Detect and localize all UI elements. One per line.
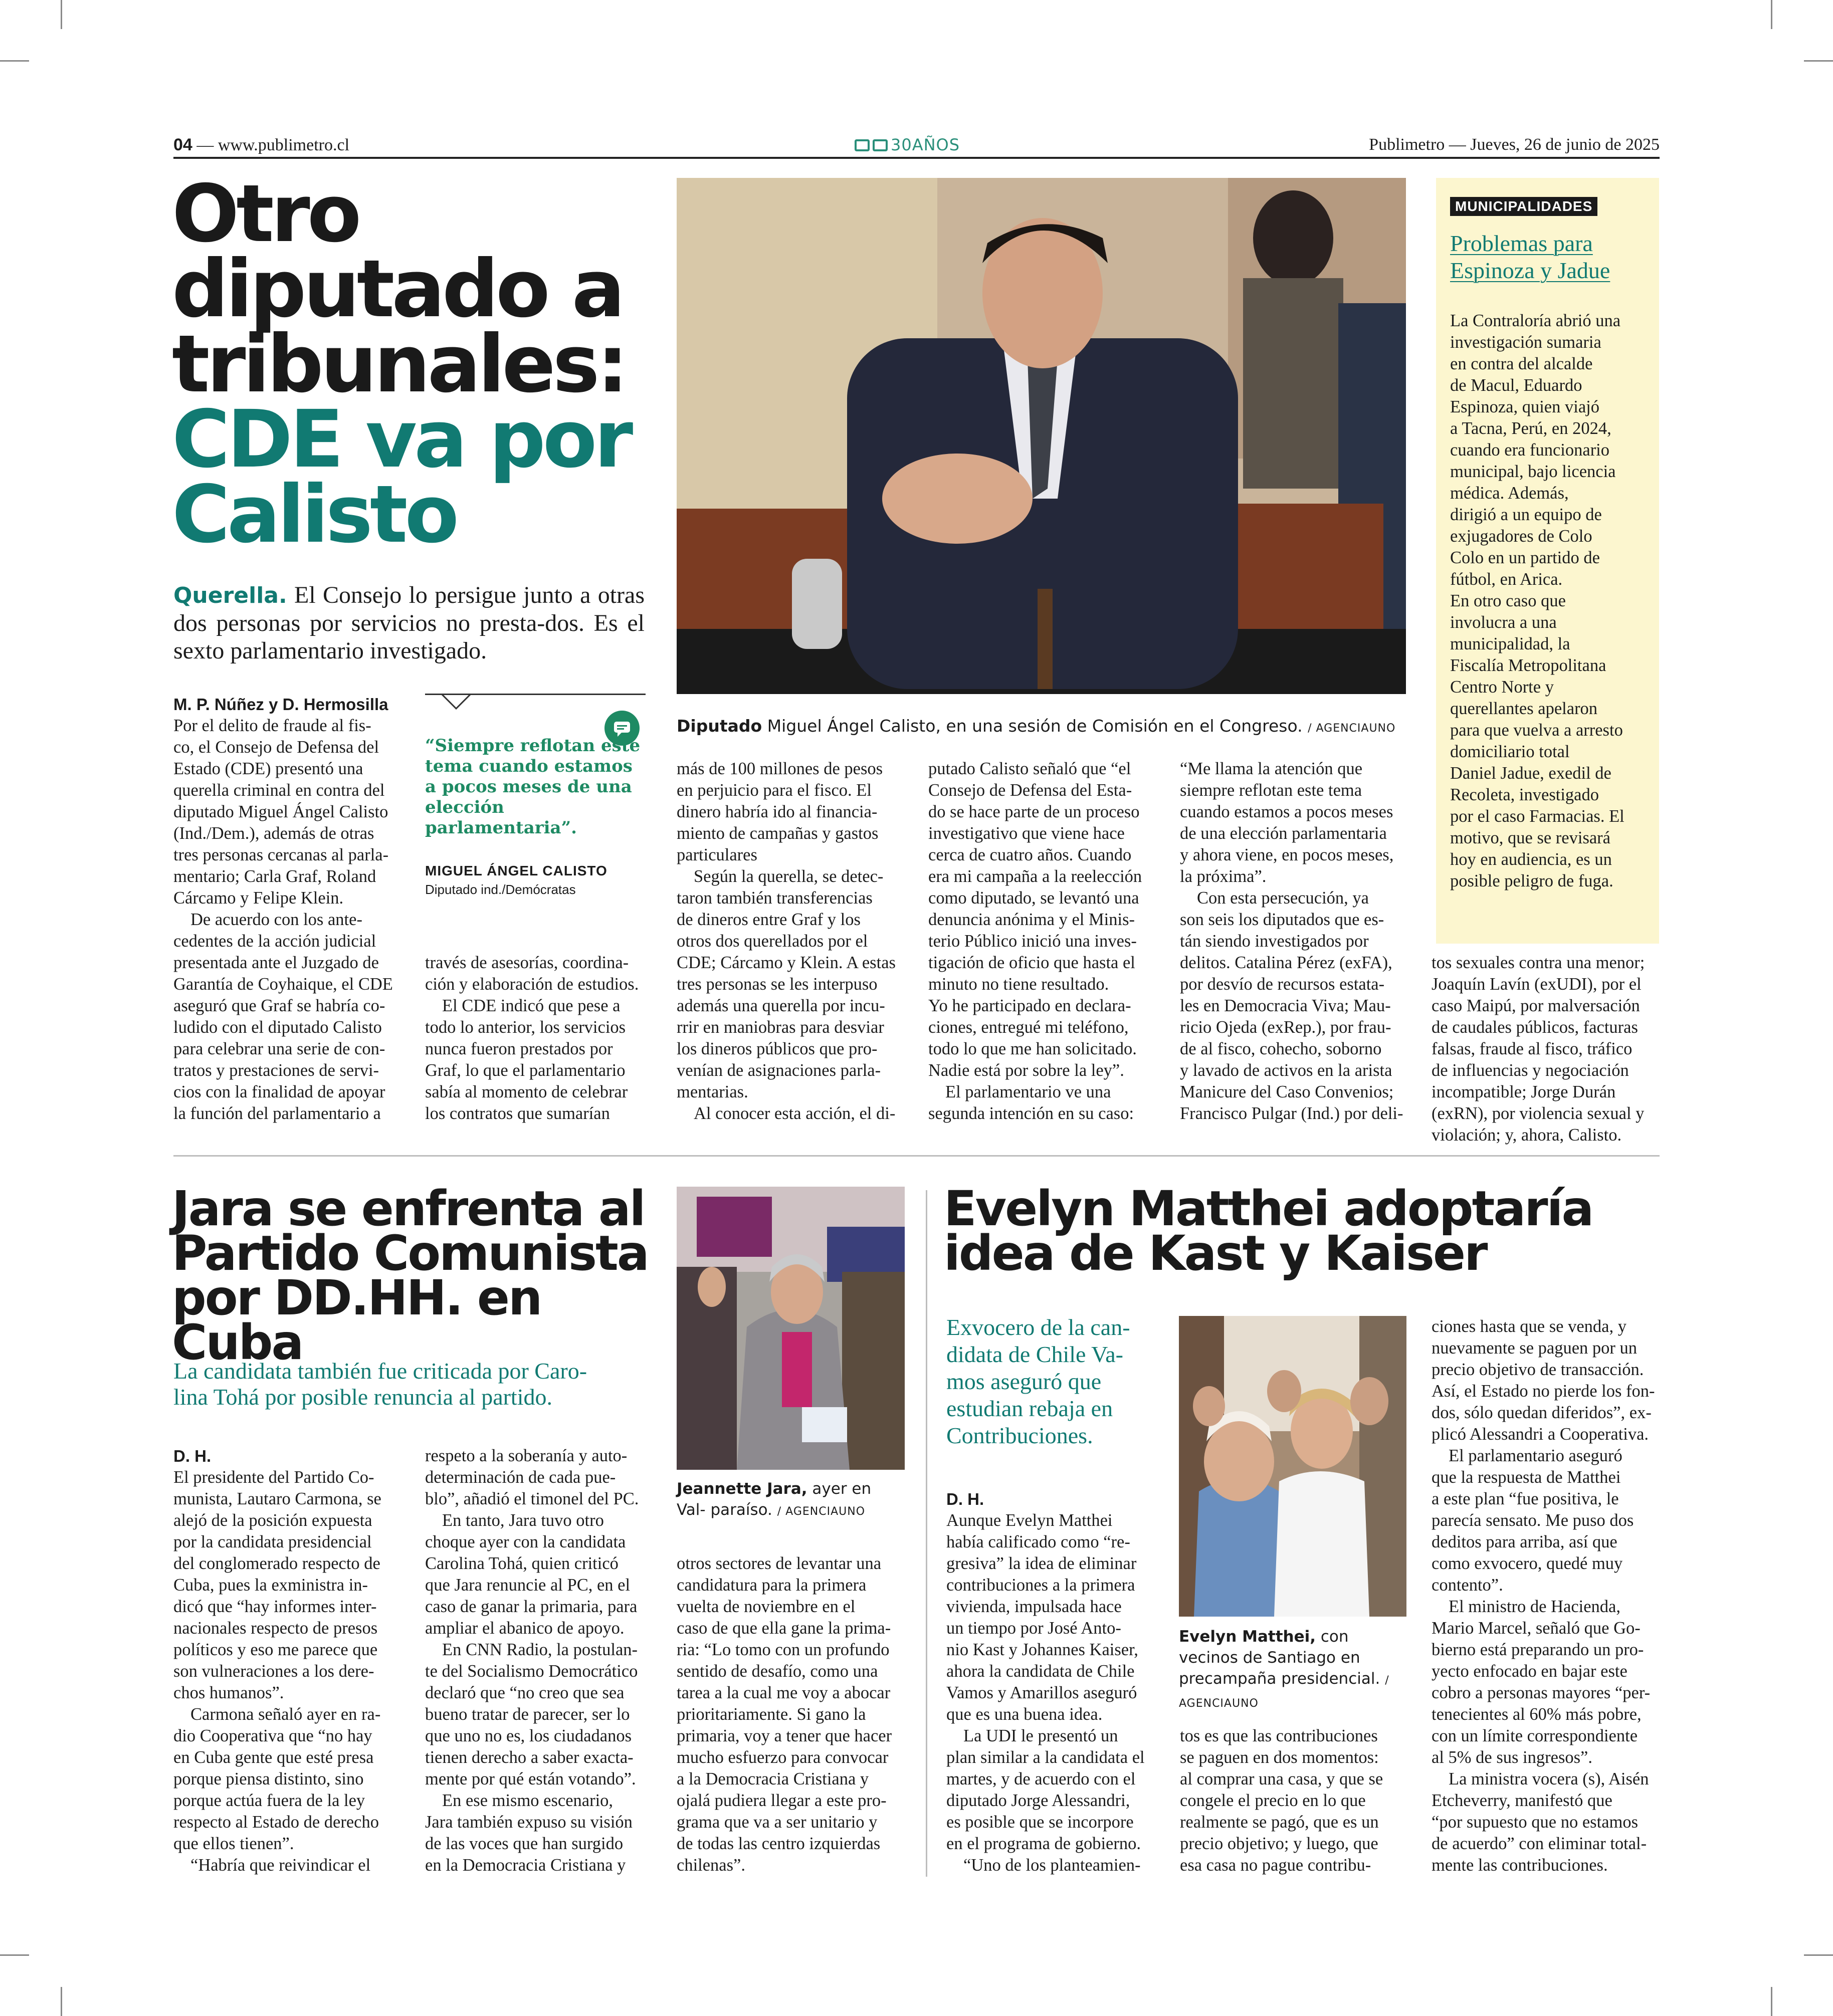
brand-icon: [855, 139, 870, 151]
story2-column: [425, 1445, 653, 1876]
crop-mark: [1771, 1987, 1772, 2016]
text-line: es posible que se incorpore: [946, 1813, 1134, 1832]
text-line: chos humanos”.: [173, 1683, 284, 1702]
text-line: violación; y, ahora, Calisto.: [1432, 1126, 1622, 1145]
text-line: exjugadores de Colo: [1450, 527, 1592, 546]
text-line: yecto enfocado en bajar este: [1432, 1662, 1627, 1681]
text-line: Carolina Tohá, quien criticó: [425, 1554, 619, 1573]
text-line: diputado Miguel Ángel Calisto: [173, 802, 388, 821]
text-line: parecía sensato. Me puso dos: [1432, 1511, 1634, 1530]
text-line: ojalá pudiera llegar a este pro-: [677, 1791, 887, 1810]
text-line: Espinoza, quien viajó: [1450, 397, 1599, 416]
text-line: plan similar a la candidata el: [946, 1748, 1145, 1767]
text-line: (exRN), por violencia sexual y: [1432, 1104, 1645, 1123]
text-line: mentarias.: [677, 1082, 748, 1101]
text-line: respecto al Estado de derecho: [173, 1813, 379, 1832]
column-divider: [926, 1190, 927, 1877]
text-line: Fiscalía Metropolitana: [1450, 656, 1606, 675]
text-line: Al conocer esta acción, el di-: [694, 1104, 896, 1123]
text-line: Con esta persecución, ya: [1197, 888, 1369, 908]
quote-attribution-role: Diputado ind./Demócratas: [425, 882, 576, 897]
text-line: al 5% de sus ingresos”.: [1432, 1748, 1592, 1767]
text-line: ricio Ojeda (exRep.), por frau-: [1180, 1018, 1391, 1037]
text-line: porque actúa fuera de la ley: [173, 1791, 365, 1810]
text-line: en Cuba gente que esté presa: [173, 1748, 374, 1767]
text-line: hoy en audiencia, es un: [1450, 850, 1612, 869]
text-line: En ese mismo escenario,: [442, 1791, 614, 1810]
text-line: y lavado de activos en la arista: [1180, 1061, 1392, 1080]
text-line: había calificado como “re-: [946, 1532, 1130, 1551]
photo-illustration: [677, 1187, 905, 1470]
text-line: involucra a una: [1450, 613, 1557, 632]
headline-line-accent: CDE va por: [172, 393, 631, 486]
text-line: Cárcamo y Felipe Klein.: [173, 888, 344, 908]
sidebar-title[interactable]: Problemas para Espinoza y Jadue: [1450, 231, 1610, 283]
story2-column: [173, 1467, 401, 1876]
text-line: precio objetivo de transacción.: [1432, 1360, 1644, 1379]
text-line: tán siendo investigados por: [1180, 932, 1369, 951]
text-line: vuelta de noviembre en el: [677, 1597, 856, 1616]
text-line: presentada ante el Juzgado de: [173, 953, 379, 972]
text-line: ludido con el diputado Calisto: [173, 1018, 382, 1037]
story1-column: [1432, 952, 1660, 1146]
text-line: El parlamentario aseguró: [1449, 1446, 1622, 1465]
headline-line: diputado a: [172, 243, 623, 335]
text-line: cobro a personas mayores “per-: [1432, 1683, 1651, 1702]
text-line: alejó de la posición expuesta: [173, 1511, 372, 1530]
text-line: en el programa de gobierno.: [946, 1834, 1141, 1853]
text-line: bierno está preparando un pro-: [1432, 1640, 1644, 1659]
text-line: co, el Consejo de Defensa del: [173, 738, 379, 757]
text-line: congele el precio en lo que: [1180, 1791, 1366, 1810]
brand-icon: [873, 139, 888, 151]
crop-mark: [61, 1987, 62, 2016]
text-line: porque piensa distinto, sino: [173, 1769, 364, 1788]
headline-line-accent: Calisto: [172, 469, 457, 561]
text-line: El presidente del Partido Co-: [173, 1468, 374, 1487]
text-line: además una querella por incu-: [677, 996, 885, 1015]
story2-byline: D. H.: [173, 1447, 212, 1465]
text-line: Estado (CDE) presentó una: [173, 759, 363, 778]
text-line: tos sexuales contra una menor;: [1432, 953, 1645, 972]
text-line: martes, y de acuerdo con el: [946, 1769, 1136, 1788]
page-header-left: 04 — www.publimetro.cl: [173, 135, 350, 154]
story1-photo-caption: Diputado Miguel Ángel Calisto, en una sesión de Comisión en el Congreso. / AGENCIAUNO: [677, 716, 1396, 736]
text-line: cuando era funcionario: [1450, 440, 1610, 460]
photo-illustration: [1179, 1316, 1406, 1617]
text-line: te del Socialismo Democrático: [425, 1662, 638, 1681]
text-line: de una elección parlamentaria: [1180, 824, 1387, 843]
text-line: los dineros públicos que pro-: [677, 1039, 878, 1058]
text-line: un tiempo por José Anto-: [946, 1619, 1121, 1638]
story2-photo-caption: Jeannette Jara, ayer en Val- paraíso. / AGENCIAUNO: [677, 1480, 872, 1519]
story1-lede: [173, 581, 645, 664]
text-line: Graf, lo que el parlamentario: [425, 1061, 626, 1080]
text-line: ción y elaboración de estudios.: [425, 975, 639, 994]
text-line: rrir en maniobras para desviar: [677, 1018, 884, 1037]
text-line: taron también transferencias: [677, 888, 873, 908]
text-line: se paguen en dos momentos:: [1180, 1748, 1379, 1767]
text-line: venían de asignaciones parla-: [677, 1061, 881, 1080]
text-line: “Uno de los planteamien-: [963, 1856, 1141, 1875]
text-line: mente por qué están votando”.: [425, 1769, 636, 1788]
text-line: prioritariamente. Si gano la: [677, 1705, 866, 1724]
text-line: municipalidad, la: [1450, 634, 1570, 653]
text-line: cedentes de la acción judicial: [173, 932, 376, 951]
text-line: a la Democracia Cristiana y: [677, 1769, 869, 1788]
text-line: que es una buena idea.: [946, 1705, 1103, 1724]
text-line: El ministro de Hacienda,: [1449, 1597, 1620, 1616]
text-line: en contra del alcalde: [1450, 354, 1593, 373]
text-line: gresiva” la idea de eliminar: [946, 1554, 1137, 1573]
text-line: son vulneraciones a los dere-: [173, 1662, 374, 1681]
text-line: investigación sumaria: [1450, 333, 1601, 352]
text-line: tres personas se les interpuso: [677, 975, 878, 994]
text-line: todo lo que me han solicitado.: [928, 1039, 1137, 1058]
text-line: mucho esfuerzo para convocar: [677, 1748, 889, 1767]
text-line: Etcheverry, manifestó que: [1432, 1791, 1612, 1810]
text-line: de al fisco, cohecho, soborno: [1180, 1039, 1382, 1058]
text-line: caso de que ella gane la prima-: [677, 1619, 891, 1638]
text-line: aseguró que Graf se habría co-: [173, 996, 385, 1015]
text-line: ria: “Lo tomo con un profundo: [677, 1640, 890, 1659]
text-line: Jara también expuso su visión: [425, 1813, 633, 1832]
text-line: tigación de oficio que hasta el: [928, 953, 1135, 972]
text-line: caso de ganar la primaria, para: [425, 1597, 638, 1616]
story3-headline: Evelyn Matthei adoptaría idea de Kast y Kaiser: [944, 1181, 1593, 1281]
text-line: miento de campañas y gastos: [677, 824, 879, 843]
text-line: terio Público inició una inves-: [928, 932, 1137, 951]
text-line: través de asesorías, coordina-: [425, 953, 629, 972]
text-line: nuevamente se paguen por un: [1432, 1338, 1638, 1358]
story2-column: [677, 1553, 905, 1876]
story2-lede: La candidata también fue criticada por Caro- lina Tohá por posible renuncia al partido.: [173, 1358, 587, 1410]
text-line: ciones, entregué mi teléfono,: [928, 1018, 1129, 1037]
calisto-photo: [677, 178, 1406, 694]
text-line: choque ayer con la candidata: [425, 1532, 626, 1551]
text-line: Recoleta, investigado: [1450, 785, 1599, 804]
text-line: otros sectores de levantar una: [677, 1554, 882, 1573]
text-line: más de 100 millones de pesos: [677, 759, 883, 778]
text-line: tres personas cercanas al parla-: [173, 845, 389, 864]
story3-photo-caption: Evelyn Matthei, con vecinos de Santiago en precampaña presidencial. / AGENCIAUNO: [1179, 1628, 1389, 1710]
story3-lede: Exvocero de la can- didata de Chile Va- mos aseguró que estudian rebaja en Contribuciones.: [946, 1314, 1130, 1448]
story1-column: [1180, 758, 1408, 1125]
text-line: cerca de cuatro años. Cuando: [928, 845, 1132, 864]
text-line: para que vuelva a arresto: [1450, 721, 1623, 740]
text-line: a este plan “fue positiva, le: [1432, 1489, 1619, 1508]
text-line: Daniel Jadue, exedil de: [1450, 764, 1611, 783]
text-line: declaró que “no creo que sea: [425, 1683, 625, 1702]
text-line: delitos. Catalina Pérez (exFA),: [1180, 953, 1392, 972]
text-line: de acuerdo” con eliminar total-: [1432, 1834, 1647, 1853]
text-line: “por supuesto que no estamos: [1432, 1813, 1639, 1832]
text-line: la próxima”.: [1180, 867, 1267, 886]
text-line: por el caso Farmacias. El: [1450, 807, 1624, 826]
text-line: La ministra vocera (s), Aisén: [1449, 1769, 1649, 1788]
anniversary-logo: 30AÑOS: [855, 133, 960, 157]
text-line: do se hace parte de un proceso: [928, 802, 1140, 821]
text-line: realmente se pagó, que es un: [1180, 1813, 1379, 1832]
text-line: tratos y prestaciones de servi-: [173, 1061, 379, 1080]
text-line: primaria, voy a tener que hacer: [677, 1726, 892, 1745]
crop-mark: [0, 1954, 29, 1956]
text-line: médica. Además,: [1450, 484, 1569, 503]
story2-headline: Jara se enfrenta al Partido Comunista por DD.HH. en Cuba: [172, 1181, 648, 1371]
text-line: munista, Lautaro Carmona, se: [173, 1489, 381, 1508]
pull-quote: “Siempre reflotan este tema cuando estamos a pocos meses de una elección parlamentaria”.: [425, 736, 641, 838]
text-line: dinero habría ido al financia-: [677, 802, 878, 821]
crop-mark: [1804, 1954, 1833, 1956]
text-line: de todas las centro izquierdas: [677, 1834, 881, 1853]
text-line: tienen derecho a saber exacta-: [425, 1748, 634, 1767]
site-url[interactable]: www.publimetro.cl: [218, 136, 350, 154]
text-line: El CDE indicó que pese a: [442, 996, 621, 1015]
text-line: dirigió a un equipo de: [1450, 505, 1602, 524]
story1-column: [677, 758, 905, 1125]
text-line: Cuba, pues la exministra in-: [173, 1576, 368, 1595]
text-line: nacionales respecto de presos: [173, 1619, 378, 1638]
text-line: mentario; Carla Graf, Roland: [173, 867, 376, 886]
text-line: dicó que “hay informes inter-: [173, 1597, 377, 1616]
story3-byline: D. H.: [946, 1490, 984, 1508]
text-line: sentido de desafío, como una: [677, 1662, 878, 1681]
header-divider: [173, 157, 1660, 159]
text-line: Manicure del Caso Convenios;: [1180, 1082, 1394, 1101]
crop-mark: [0, 60, 29, 62]
text-line: de caudales públicos, facturas: [1432, 1018, 1638, 1037]
story3-column: [1180, 1725, 1408, 1876]
text-line: que ellos tienen”.: [173, 1834, 294, 1853]
text-line: por la candidata presidencial: [173, 1532, 372, 1551]
text-line: querella criminal en contra del: [173, 781, 385, 800]
text-line: les en Democracia Viva; Mau-: [1180, 996, 1391, 1015]
text-line: que uno no es, los ciudadanos: [425, 1726, 632, 1745]
text-line: precio objetivo; y luego, que: [1180, 1834, 1378, 1853]
text-line: De acuerdo con los ante-: [190, 910, 362, 929]
publication-date: Publimetro — Jueves, 26 de junio de 2025: [1369, 135, 1660, 154]
text-line: segunda intención en su caso:: [928, 1104, 1134, 1123]
text-line: municipal, bajo licencia: [1450, 462, 1616, 481]
text-line: tos es que las contribuciones: [1180, 1726, 1378, 1745]
text-line: en la Democracia Cristiana y: [425, 1856, 626, 1875]
text-line: candidatura para la primera: [677, 1576, 867, 1595]
text-line: querellantes apelaron: [1450, 699, 1598, 718]
text-line: En CNN Radio, la postulan-: [442, 1640, 638, 1659]
jara-photo: [677, 1187, 905, 1470]
kicker: Querella.: [173, 583, 287, 608]
text-line: (Ind./Dem.), además de otras: [173, 824, 374, 843]
text-line: que Jara renuncie al PC, en el: [425, 1576, 631, 1595]
text-line: bueno tratar de parecer, ser lo: [425, 1705, 630, 1724]
story1-column: [173, 715, 401, 1125]
sidebar-box: [1436, 178, 1659, 944]
text-line: Joaquín Lavín (exUDI), por el: [1432, 975, 1642, 994]
text-line: tenecientes al 60% más pobre,: [1432, 1705, 1642, 1724]
crop-mark: [61, 0, 62, 29]
text-line: investigativo que viene hace: [928, 824, 1125, 843]
section-divider: [173, 1155, 1660, 1157]
text-line: plicó Alessandri a Cooperativa.: [1432, 1425, 1649, 1444]
text-line: denuncia anónima y el Minis-: [928, 910, 1135, 929]
lede-text: El Consejo lo persigue junto a otras dos personas por servicios no presta-dos. Es el sexto parlamentario investigado.: [173, 582, 645, 664]
crop-mark: [1804, 60, 1833, 62]
text-line: determinación de cada pue-: [425, 1468, 616, 1487]
sidebar-tag: MUNICIPALIDADES: [1450, 197, 1597, 216]
text-line: Carmona señaló ayer en ra-: [190, 1705, 381, 1724]
text-line: de influencias y negociación: [1432, 1061, 1629, 1080]
story1-headline: [172, 168, 668, 561]
story1-byline: M. P. Núñez y D. Hermosilla: [173, 695, 388, 714]
text-line: grama que va a ser unitario y: [677, 1813, 878, 1832]
text-line: sabía al momento de celebrar: [425, 1082, 628, 1101]
text-line: de Macul, Eduardo: [1450, 376, 1582, 395]
text-line: “Habría que reivindicar el: [190, 1856, 371, 1875]
text-line: particulares: [677, 845, 757, 864]
text-line: de dineros entre Graf y los: [677, 910, 861, 929]
text-line: mente las contribuciones.: [1432, 1856, 1608, 1875]
text-line: esa casa no pague contribu-: [1180, 1856, 1371, 1875]
text-line: dio Cooperativa que “no hay: [173, 1726, 372, 1745]
text-line: como diputado, se levantó una: [928, 888, 1139, 908]
text-line: posible peligro de fuga.: [1450, 871, 1613, 890]
text-line: en perjuicio para el fisco. El: [677, 781, 872, 800]
text-line: Vamos y Amarillos aseguró: [946, 1683, 1137, 1702]
text-line: tarea a la cual me voy a abocar: [677, 1683, 891, 1702]
text-line: “Me llama la atención que: [1180, 759, 1363, 778]
text-line: Garantía de Coyhaique, el CDE: [173, 975, 393, 994]
headline-line: tribunales:: [172, 318, 626, 410]
text-line: otros dos querellados por el: [677, 932, 868, 951]
text-line: CDE; Cárcamo y Klein. A estas: [677, 953, 896, 972]
text-line: Yo he participado en declara-: [928, 996, 1131, 1015]
story1-column: [928, 758, 1156, 1125]
text-line: los contratos que sumarían: [425, 1104, 610, 1123]
text-line: contribuciones a la primera: [946, 1576, 1135, 1595]
crop-mark: [1771, 0, 1772, 29]
text-line: son seis los diputados que es-: [1180, 910, 1384, 929]
text-line: diputado Jorge Alessandri,: [946, 1791, 1130, 1810]
text-line: caso Maipú, por malversación: [1432, 996, 1640, 1015]
text-line: que la respuesta de Matthei: [1432, 1468, 1621, 1487]
text-line: como exvocero, quedé muy: [1432, 1554, 1623, 1573]
text-line: En tanto, Jara tuvo otro: [442, 1511, 604, 1530]
text-line: La Contraloría abrió una: [1450, 311, 1621, 330]
text-line: domiciliario total: [1450, 742, 1570, 761]
text-line: todo lo anterior, los servicios: [425, 1018, 626, 1037]
text-line: Centro Norte y: [1450, 678, 1554, 697]
text-line: cuando estamos a pocos meses: [1180, 802, 1393, 821]
text-line: fútbol, en Arica.: [1450, 570, 1563, 589]
text-line: ciones hasta que se venda, y: [1432, 1317, 1626, 1336]
text-line: Consejo de Defensa del Esta-: [928, 781, 1132, 800]
text-line: incompatible; Jorge Durán: [1432, 1082, 1616, 1101]
text-line: siempre reflotan este tema: [1180, 781, 1362, 800]
text-line: cios con la finalidad de apoyar: [173, 1082, 385, 1101]
text-line: El parlamentario ve una: [945, 1082, 1111, 1101]
text-line: respeto a la soberanía y auto-: [425, 1446, 628, 1465]
text-line: dos, sólo quedan diferidos”, ex-: [1432, 1403, 1652, 1422]
text-line: motivo, que se revisará: [1450, 828, 1610, 847]
photo-illustration: [677, 178, 1406, 694]
text-line: Según la querella, se detec-: [694, 867, 884, 886]
text-line: y ahora viene, en pocos meses,: [1180, 845, 1394, 864]
text-line: Nadie está por sobre la ley”.: [928, 1061, 1124, 1080]
text-line: la función del parlamentario a: [173, 1104, 381, 1123]
text-line: ampliar el abanico de apoyo.: [425, 1619, 625, 1638]
text-line: de las voces que han surgido: [425, 1834, 624, 1853]
text-line: ahora la candidata de Chile: [946, 1662, 1135, 1681]
text-line: falsas, fraude al fisco, tráfico: [1432, 1039, 1633, 1058]
text-line: Francisco Pulgar (Ind.) por deli-: [1180, 1104, 1403, 1123]
text-line: con un límite correspondiente: [1432, 1726, 1638, 1745]
text-line: del conglomerado respecto de: [173, 1554, 380, 1573]
text-line: chilenas”.: [677, 1856, 745, 1875]
text-line: políticos y eso me parece que: [173, 1640, 378, 1659]
text-line: Por el delito de fraude al fis-: [173, 716, 371, 735]
text-line: al comprar una casa, y que se: [1180, 1769, 1383, 1788]
text-line: nunca fueron prestados por: [425, 1039, 613, 1058]
text-line: Mario Marcel, señaló que Go-: [1432, 1619, 1641, 1638]
text-line: Colo en un partido de: [1450, 548, 1600, 567]
text-line: Aunque Evelyn Matthei: [946, 1511, 1113, 1530]
quote-attribution-name: MIGUEL ÁNGEL CALISTO: [425, 863, 607, 878]
text-line: contento”.: [1432, 1576, 1503, 1595]
text-line: minuto no tiene resultado.: [928, 975, 1109, 994]
text-line: vivienda, impulsada hace: [946, 1597, 1122, 1616]
matthei-photo: [1179, 1316, 1406, 1617]
text-line: putado Calisto señaló que “el: [928, 759, 1131, 778]
headline-line: Otro: [172, 168, 359, 260]
page-number: 04: [173, 135, 192, 154]
quote-pointer: [441, 694, 471, 714]
text-line: era mi campaña a la reelección: [928, 867, 1142, 886]
text-line: La UDI le presentó un: [963, 1726, 1118, 1745]
sidebar-body: [1450, 310, 1644, 892]
story3-column: [946, 1510, 1155, 1876]
text-line: Así, el Estado no pierde los fon-: [1432, 1382, 1655, 1401]
text-line: nio Kast y Johannes Kaiser,: [946, 1640, 1138, 1659]
text-line: por desvío de recursos estata-: [1180, 975, 1385, 994]
text-line: a Tacna, Perú, en 2024,: [1450, 419, 1611, 438]
text-line: para celebrar una serie de con-: [173, 1039, 385, 1058]
text-line: deditos para arriba, así que: [1432, 1532, 1617, 1551]
text-line: En otro caso que: [1450, 591, 1566, 610]
story3-column: [1432, 1316, 1660, 1876]
story1-column: [425, 952, 653, 1125]
text-line: blo”, añadió el timonel del PC.: [425, 1489, 639, 1508]
